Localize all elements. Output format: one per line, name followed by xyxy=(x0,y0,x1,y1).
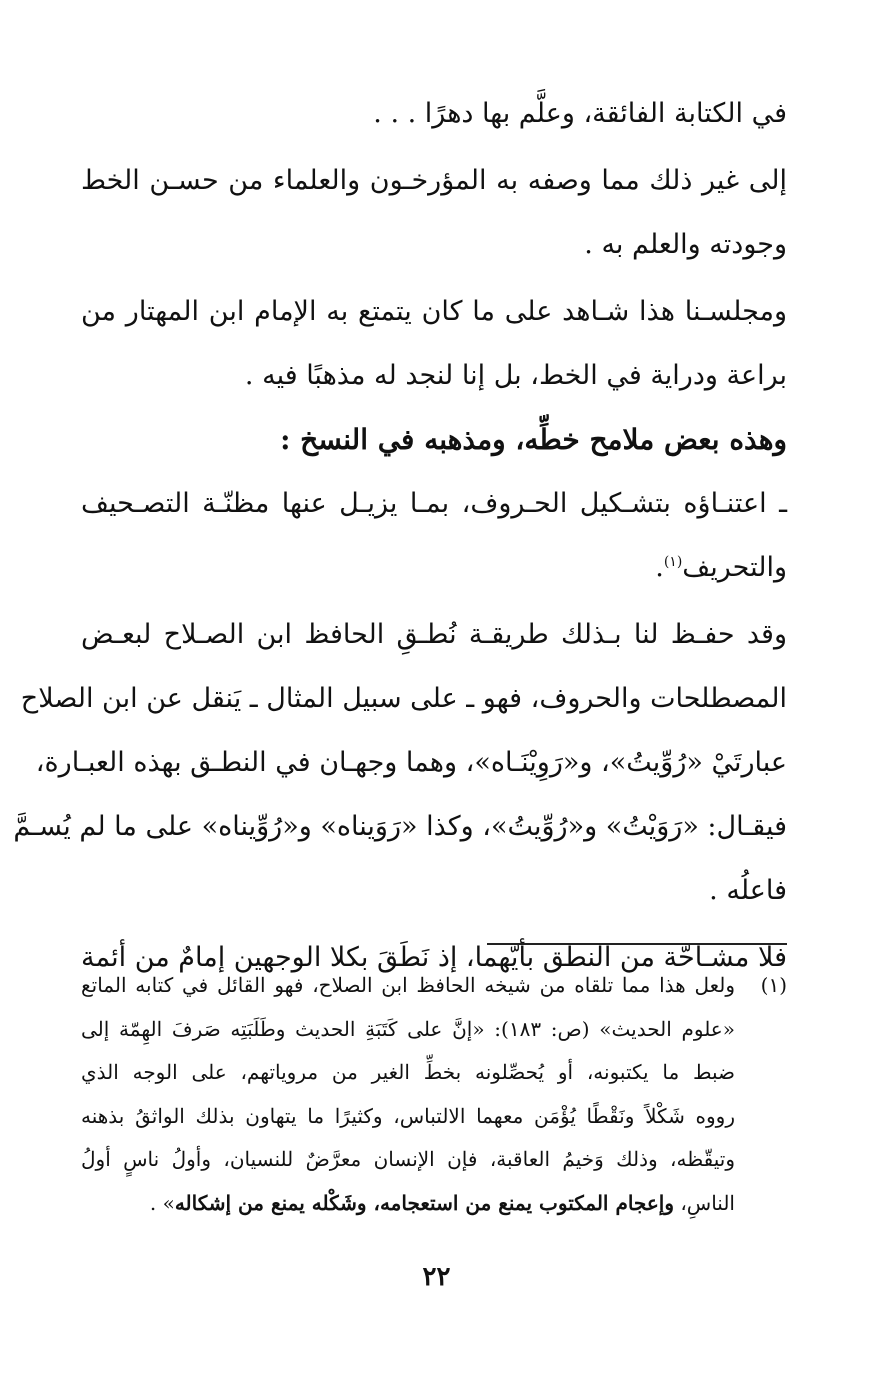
text-line: فلا مشـاحّة من النطق بأيّهما، إذ نَطَقَ بكلا الوجهين إمامٌ من أئمة xyxy=(81,942,787,973)
text-line: في الكتابة الفائقة، وعلَّم بها دهرًا . . . xyxy=(373,98,787,129)
text-line: وقد حفـظ لنا بـذلك طريقـة نُطـقِ الحافظ ابن الصـلاح لبعـض xyxy=(81,619,787,650)
text-line: براعة ودراية في الخط، بل إنا لنجد له مذهبًا فيه . xyxy=(244,360,787,391)
footnote xyxy=(81,964,787,1225)
footnote-separator xyxy=(487,943,787,945)
paragraph-5 xyxy=(13,603,787,923)
paragraph-1 xyxy=(81,82,787,146)
paragraph-4 xyxy=(81,472,787,600)
text-line: فيقـال: «رَوَيْتُ» و«رُوِّيتُ»، وكذا «رَوَيناه» و«رُوِّيناه» على ما لم يُسـمَّ xyxy=(13,811,787,842)
paragraph-3 xyxy=(81,280,787,408)
text-fragment: . xyxy=(655,552,664,583)
paragraph-2 xyxy=(81,149,787,277)
text-fragment: » . xyxy=(149,1190,175,1215)
heading-text: وهذه بعض ملامح خطِّه، ومذهبه في النسخ : xyxy=(280,423,787,456)
page-number: ٢٢ xyxy=(422,1262,451,1292)
text-fragment: الناسِ، xyxy=(673,1190,735,1215)
text-line: إلى غير ذلك مما وصفه به المؤرخـون والعلماء من حسـن الخط xyxy=(81,165,787,196)
footnote-line xyxy=(81,1182,735,1226)
text-line: المصطلحات والحروف، فهو ـ على سبيل المثال ـ يَنقل عن ابن الصلاح xyxy=(20,683,787,714)
main-text xyxy=(13,82,787,990)
text-line: وجودته والعلم به . xyxy=(584,229,787,260)
text-line: ـ اعتنـاؤه بتشـكيل الحـروف، بمـا يزيـل عنها مظنّـة التصـحيف xyxy=(81,488,787,519)
text-line: ومجلسـنا هذا شـاهد على ما كان يتمتع به الإمام ابن المهتار من xyxy=(81,296,787,327)
bold-quote: وإعجام المكتوب يمنع من استعجامه، وشَكْله يمنع من إشكاله xyxy=(174,1190,674,1215)
footnote-line: ضبط ما يكتبونه، أو يُحصِّلونه بخطِّ الغير من مروياتهم، على الوجه الذي xyxy=(81,1060,735,1084)
footnote-line: ولعل هذا مما تلقاه من شيخه الحافظ ابن الصلاح، فهو القائل في كتابه الماتع xyxy=(81,973,735,997)
footnote-line: رووه شَكْلاً ونَقْطًا يُؤْمَن معهما الالتباس، وكثيرًا ما يتهاون بذلك الواثقُ بذهنه xyxy=(81,1103,735,1128)
footnote-reference: (١) xyxy=(663,554,683,570)
text-line: فاعلُه . xyxy=(709,875,787,906)
section-heading xyxy=(81,408,787,472)
footnote-text xyxy=(81,964,735,1225)
footnote-line: وتيقّظه، وذلك وَخيمُ العاقبة، فإن الإنسان معرَّضٌ للنسيان، وأولُ ناسٍ أولُ xyxy=(81,1147,735,1171)
text-line xyxy=(81,536,787,600)
footnote-number: (١) xyxy=(760,973,787,997)
footnote-line: «علوم الحديث» (ص: ١٨٣): «إنَّ على كَتَبَةِ الحديث وطَلَبَتِه صَرفَ الهِمّة إلى xyxy=(81,1016,735,1041)
text-fragment: والتحريف xyxy=(682,552,787,583)
text-line: عبارتَيْ «رُوِّيتُ»، و«رَوِيْنَـاه»، وهما وجهـان في النطـق بهذه العبـارة، xyxy=(35,747,787,778)
